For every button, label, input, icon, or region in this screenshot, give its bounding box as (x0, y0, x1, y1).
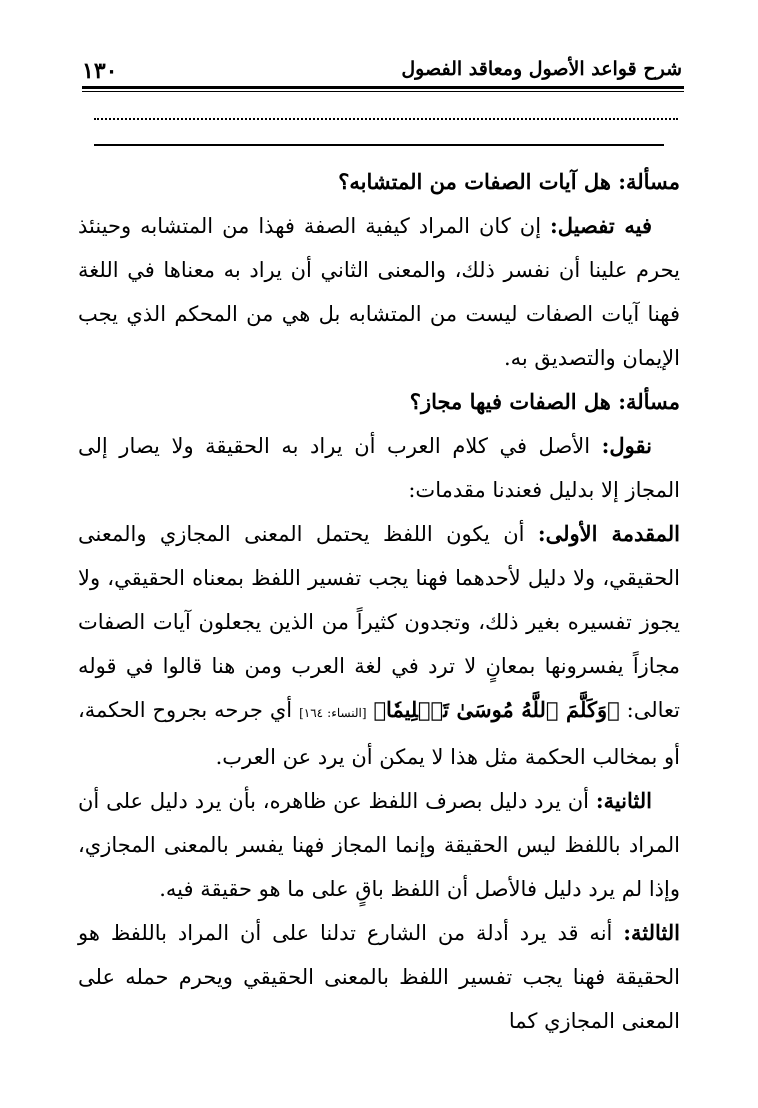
dotted-separator (94, 108, 678, 120)
paragraph-5-lead: الثالثة: (623, 920, 680, 945)
paragraph-3-text: أن يكون اللفظ يحتمل المعنى المجازي والمعنى الحقيقي، ولا دليل لأحدهما فهنا يجب تفسير اللفظ بمعناه الحقيقي، ولا يجوز تفسيره بغير ذلك، وتجدون كثيراً من الذين يجعلون آيات الصفات مجازاً يفسرونها بمعانٍ لا ترد في لغة العرب ومن هنا قالوا في قوله تعالى: (78, 522, 681, 722)
paragraph-1-text: إن كان المراد كيفية الصفة فهذا من المتشابه وحينئذ يحرم علينا أن نفسر ذلك، والمعنى الثاني أن يراد به معناها في اللغة فهنا آيات الصفات ليست من المتشابه بل هي من المحكم الذي يجب الإيمان والتصديق به. (78, 214, 680, 370)
paragraph-2 (78, 424, 680, 512)
paragraph-3-text-2: أي جرحه بجروح الحكمة، أو بمخالب الحكمة مثل هذا لا يمكن أن يرد عن العرب. (78, 698, 680, 769)
question-heading-1: مسألة: هل آيات الصفات من المتشابه؟ (338, 169, 680, 194)
paragraph-2-text: الأصل في كلام العرب أن يراد به الحقيقة ولا يصار إلى المجاز إلا بدليل فعندنا مقدمات: (78, 434, 680, 502)
header-rule (82, 86, 684, 89)
paragraph-1 (78, 204, 680, 380)
paragraph-3 (78, 512, 680, 779)
section-rule (94, 144, 664, 146)
paragraph-4 (78, 779, 680, 911)
verse-reference: [النساء: ١٦٤] (299, 706, 367, 720)
paragraph-5 (78, 911, 680, 1043)
page-body (78, 160, 680, 1043)
header-rule-thin (82, 91, 684, 92)
paragraph-2-lead: نقول: (601, 433, 652, 458)
paragraph-4-text: أن يرد دليل بصرف اللفظ عن ظاهره، بأن يرد دليل على أن المراد باللفظ ليس الحقيقة وإنما المجاز فهنا يفسر بالمعنى المجازي، وإذا لم يرد دليل فالأصل أن اللفظ باقٍ على ما هو حقيقة فيه. (78, 789, 680, 901)
paragraph-1-lead: فيه تفصيل: (550, 213, 652, 238)
question-heading-2: مسألة: هل الصفات فيها مجاز؟ (409, 389, 680, 414)
quran-verse: ﴿وَكَلَّمَ ٱللَّهُ مُوسَىٰ تَكۡلِيمٗا﴾ (373, 697, 620, 722)
paragraph-5-text: أنه قد يرد أدلة من الشارع تدلنا على أن المراد باللفظ هو الحقيقة فهنا يجب تفسير اللفظ بالمعنى الحقيقي ويحرم حمله على المعنى المجازي كما (78, 921, 680, 1033)
header-title: شرح قواعد الأصول ومعاقد الفصول (401, 58, 682, 80)
paragraph-3-lead: المقدمة الأولى: (537, 521, 680, 546)
paragraph-4-lead: الثانية: (595, 788, 652, 813)
running-header (82, 58, 682, 86)
page-number: ١٣٠ (82, 58, 118, 84)
